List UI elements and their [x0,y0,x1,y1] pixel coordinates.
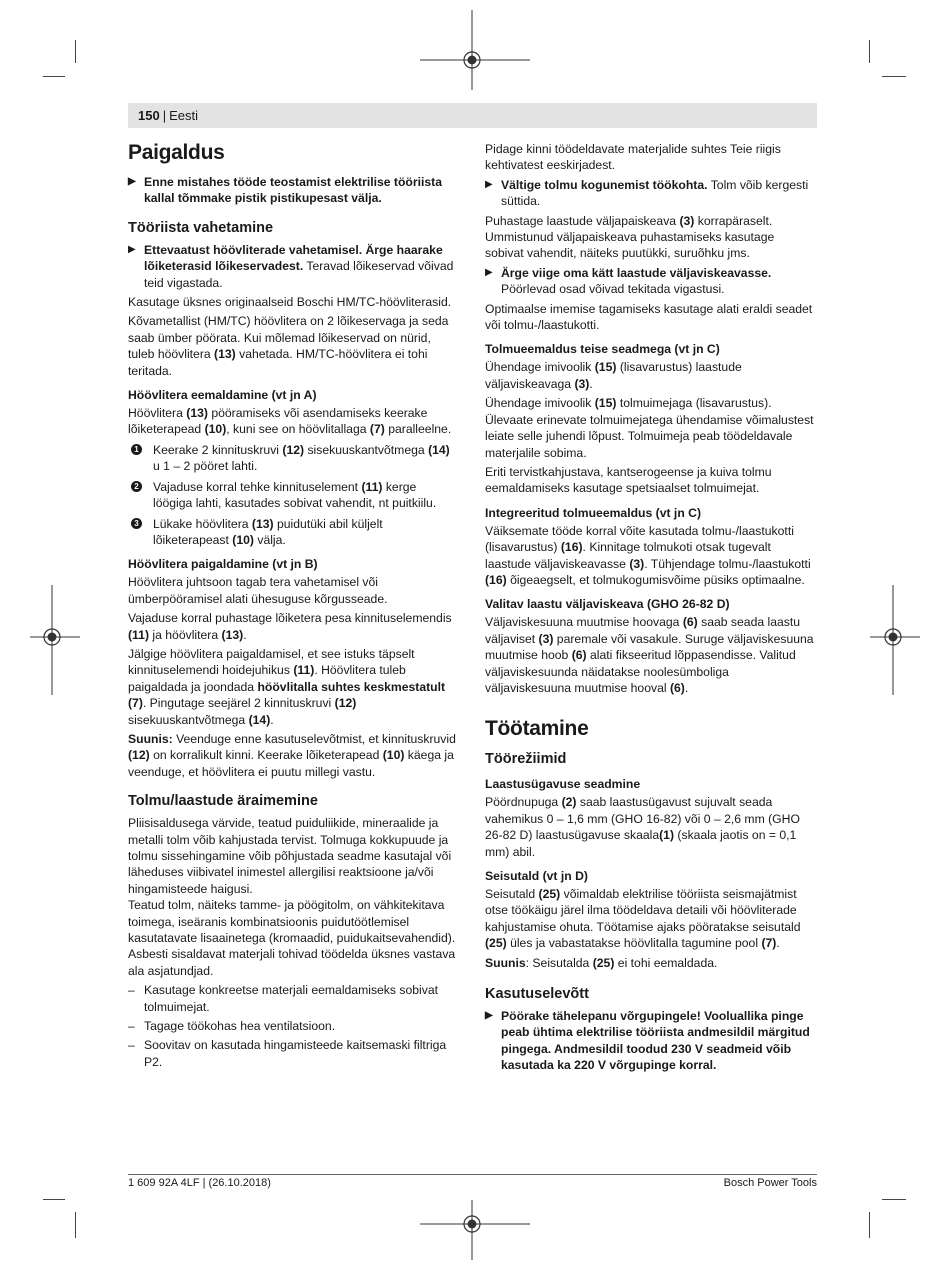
text: sisekuuskantvõtmega [128,712,249,727]
ref: (6) [571,648,587,663]
footer-brand: Bosch Power Tools [723,1177,817,1189]
warning-bold: Ärge viige oma kätt laastude väljaviskeavasse. [501,265,772,280]
text: õigeaegselt, et tolmukogumisvõime püsiks optimaalne. [506,572,805,587]
text: . Kinnitage tolmukoti otsak tugevalt laastude väljaviskeavasse [485,540,771,571]
paragraph-ejection [485,614,816,696]
text: . [684,680,689,695]
warning-rest: Pöörlevad osad võivad tekitada vigastusi. [501,282,725,297]
paragraph-ext-3: Eriti tervistkahjustava, kantserogeense ja kuiva tolmu eemaldamiseks kasutage spetsiaalset tolmuimejat. [485,464,772,496]
dash-marker: – [128,1019,135,1034]
text: Vajaduse korral tehke kinnituselement [153,479,362,494]
page-header [128,103,817,128]
text: (skaala jaotis on = 0,1 mm) abil. [485,828,797,859]
text: Pöördnupuga [485,795,562,810]
paragraph-regulations: Pidage kinni töödeldavate materjalide suhtes Teie riigis kehtivatest eeskirjadest. [485,142,781,173]
text: korrapäraselt. Ummistunud väljapaiskeava puhastamiseks kasutage sobivat vahendit, näiteks puutükki, suruõhku jms. [485,213,775,261]
text: Seisutald [485,887,539,901]
list-text: Soovitav on kasutada hingamisteede kaitsemaski filtriga P2. [144,1038,447,1069]
step-number-badge: 2 [131,481,142,492]
list-item [128,1037,459,1070]
text: on korralikult kinni. Keerake lõiketerapead [149,748,383,763]
page-footer [128,1174,817,1189]
text: võimaldab elektrilise tööriista seismajätmist otse töökäigu järel ilma töödeldava detaili või höövliterade kahjustamise ohuta. Töötamise ajaks pööratakse seisutald [485,887,801,934]
text: üles ja vabastatakse höövlitalla tagumine pool [506,936,762,951]
text: välja. [253,532,286,547]
triangle-icon: ▶ [485,178,493,190]
ref: (7) [761,936,777,951]
heading-parking-shoe: Seisutald (vt jn D) [485,869,588,883]
registration-mark-icon [420,10,530,90]
heading-ejection: Valitav laastu väljaviskeava (GHO 26-82 D) [485,597,730,612]
ref: (14) [248,712,271,727]
paragraph-clean [485,213,816,262]
ref: (12) [334,696,357,711]
step-number-badge: 1 [131,444,142,455]
text: . [776,936,780,951]
text: . Tühjendage tolmu-/laastukotti [644,556,811,571]
ref: (15) [594,396,617,411]
warning-unplug [128,174,459,207]
ref: (11) [293,663,315,678]
warning-voltage [485,1008,816,1074]
list-text: Kasutage konkreetse materjali eemaldamiseks sobivat tolmuimejat. [144,983,438,1014]
paragraph-fit-2 [128,610,459,643]
note-label: Suunis: [128,731,173,746]
heading-dust-extraction: Tolmu/laastude äraimemine [128,793,318,810]
list-item [128,982,459,1015]
triangle-icon: ▶ [485,1010,493,1022]
ref: (7) [369,422,385,437]
ref: (11) [361,479,383,494]
text: . [243,627,247,642]
section-title-operation: Töötamine [485,717,589,741]
text: . [589,376,593,391]
ref: (10) [382,748,405,763]
ref: (2) [561,795,577,810]
crop-mark [75,40,76,63]
heading-fit-blade: Höövlitera paigaldamine (vt jn B) [128,557,318,572]
ref: (13) [186,406,208,421]
text: Lükake höövlitera [153,516,252,531]
text: Ühendage imivoolik [485,360,595,375]
registration-mark-icon [870,585,920,695]
registration-mark-icon [30,585,80,695]
footer-doc-id: 1 609 92A 4LF | (26.10.2018) [128,1177,271,1189]
ref: (15) [594,360,617,375]
warning-rest: Tolm võib kergesti süttida. [501,177,809,209]
warning-text: Enne mistahes tööde teostamist elektrilise tööriista kallal tõmmake pistik pistikupesast välja. [144,175,443,206]
paragraph-hm-blades [128,313,459,379]
heading-integrated-extraction: Integreeritud tolmueemaldus (vt jn C) [485,505,702,520]
step-number-badge: 3 [131,518,142,529]
crop-mark [882,76,906,77]
text: Keerake 2 kinnituskruvi [153,442,283,457]
ref: (6) [682,615,698,630]
paragraph-fit-1: Höövlitera juhtsoon tagab tera vahetamisel või ümberpööramisel alati ühesuguse kõrgusseade. [128,575,388,606]
text: saab laastusügavust sujuvalt seada vahemikus 0 – 1,6 mm (GHO 16-82) või 0 – 2,6 mm (GHO 26-82 D) laastusügavuse skaala [485,795,800,843]
text: u 1 – 2 pööret lahti. [153,459,258,474]
text: ja höövlitera [149,627,222,642]
list-text: Tagage töökohas hea ventilatsioon. [144,1019,336,1034]
triangle-icon: ▶ [128,176,136,187]
text: Kõvametallist (HM/TC) höövlitera on 2 lõikeservaga ja seda saab ümber pöörata. Kui mõlemad lõikeservad on nürid, tuleb höövlitera [128,314,449,362]
heading-depth: Laastusügavuse seadmine [485,777,641,792]
registration-mark-icon [420,1190,530,1260]
triangle-icon: ▶ [128,243,136,255]
ref: (13) [221,627,244,642]
warning-blades [128,242,459,291]
text: , kuni see on höövlitallaga [226,422,370,437]
text: paremale või vasakule. Suruge väljaviskesuuna muutmise hoob [485,631,814,663]
ref: (16) [485,572,507,587]
text: Puhastage laastude väljapaiskeava [485,213,680,228]
heading-tool-change: Tööriista vahetamine [128,219,274,236]
paragraph-dust-2: Teatud tolm, näiteks tamme- ja pöögitolm, on vähkitekitava toimega, iseäranis kombinatsioonis puidutöötlemisel kasutatavate lisaainetega (kromaadid, puidukaitsevahendid). Asbesti sisaldavat materjali tohivad töödelda üksnes vastava ala asjatundjad. [128,898,456,978]
heading-remove-blade: Höövlitera eemaldamine (vt jn A) [128,388,317,403]
paragraph-remove [128,405,459,438]
ref: (3) [679,213,695,228]
header-language: Eesti [169,108,198,123]
ref: (16) [560,540,583,555]
list-item [128,1018,459,1034]
ref: (3) [574,376,590,391]
text: Höövlitera [128,406,187,421]
step-3 [128,516,459,549]
warning-bold: Vältige tolmu kogunemist töökohta. [501,177,708,192]
text: Väiksemate tööde korral võite kasutada tolmu-/laastukotti (lisavarustus) [485,523,794,555]
paragraph-parking-shoe [485,886,816,952]
warning-hand [485,265,816,298]
ref: (25) [538,887,561,901]
ref: (12) [282,442,305,457]
warning-bold: Ettevaatust höövliterade vahetamisel. Ärge haarake lõiketerasid lõikeservadest. [144,242,443,274]
text: tolmuimejaga (lisavarustus). Ülevaate erinevate tolmuimejatega ühendamise võimalustest leiate selle juhendi lõpust. Tolmuimeja peab töödeldavale materjalile sobima. [485,396,814,460]
text: alati fikseeritud lõppasendisse. Valitud väljaviskesuunda näidatakse noolesümboliga väljaviskesuuna muutmise hooval [485,648,796,695]
ref: (25) [485,936,507,951]
crop-mark [43,1199,65,1200]
paragraph-ext-2 [485,395,816,461]
ref: (12) [128,748,150,763]
triangle-icon: ▶ [485,266,493,278]
ref: (25) [592,955,615,970]
text: ei tohi eemaldada. [614,955,718,970]
right-column [485,141,816,1077]
text: . [270,712,274,727]
ref: (10) [204,422,227,437]
paragraph-parking-note [485,955,816,971]
crop-mark [75,1212,76,1238]
dash-marker: – [128,983,135,998]
ref: (7) [128,696,143,711]
text: pööramiseks või asendamiseks keerake lõiketerapead [128,406,428,437]
crop-mark [882,1199,906,1200]
section-title-install: Paigaldus [128,141,225,164]
ref: (6) [669,680,685,695]
heading-startup: Kasutuselevõtt [485,986,589,1003]
paragraph-dust-1: Pliisisaldusega värvide, teatud puiduliikide, mineraalide ja metalli tolm võib kahjustada tervist. Tolmuga kokkupuude ja tolmu sissehingamine võib põhjustada seadme kasutajal või läheduses viibivatel inimestel allergilisi reaktsioone ja/või hingamisteede haigusi. [128,816,452,896]
text: kerge löögiga lahti, kasutades sobivat vahendit, nt puitkiilu. [153,479,437,511]
text: Veenduge enne kasutuselevõtmist, et kinnituskruvid [172,731,456,746]
ref: (13) [251,516,274,531]
header-separator: | [162,108,167,123]
left-column [128,140,459,1073]
dash-marker: – [128,1038,135,1053]
emphasis: höövlitalla suhtes keskmestatult [257,679,446,694]
text: : Seisutalda [525,955,593,970]
warning-rest: Teravad lõikeservad võivad teid vigastada. [144,259,454,290]
text: Väljaviskesuuna muutmise hoovaga [485,615,683,630]
paragraph-fit-3 [128,646,459,728]
ref: (14) [428,442,450,457]
step-1 [128,442,459,475]
note-label: Suunis [485,955,526,970]
text: vahetada. HM/TC-höövlitera ei tohi teritada. [128,347,428,378]
paragraph-ext-1 [485,359,816,392]
paragraph-optimal: Optimaalse imemise tagamiseks kasutage alati eraldi seadet või tolmu-/laastukotti. [485,301,813,333]
paragraph-original-blades: Kasutage üksnes originaalseid Boschi HM/TC-höövliterasid. [128,295,452,310]
text: käega ja veenduge, et höövlitera ei puutu millegi vastu. [128,748,454,779]
text: Ühendage imivoolik [485,396,595,411]
crop-mark [869,1212,870,1238]
text: saab seada laastu väljaviset [485,615,801,646]
text: (lisavarustus) laastude väljaviskeavaga [485,360,742,391]
ref: (1) [659,828,675,843]
text: sisekuuskantvõtmega [304,442,429,457]
ref: (13) [214,347,236,362]
paragraph-integrated [485,523,816,589]
warning-text: Pöörake tähelepanu võrgupingele! Vooluallika pinge peab ühtima elektrilise tööriista andmesildil märgitud pingega. Andmesildil toodud 230 V seadmeid võib kasutada ka 220 V võrgupinge korral. [501,1009,810,1073]
text: . Höövlitera tuleb paigaldada ja joondada [128,663,406,694]
text: . Pingutage seejärel 2 kinnituskruvi [142,696,335,711]
crop-mark [43,76,65,77]
crop-mark [869,40,870,63]
paragraph-note [128,731,459,780]
heading-external-extraction: Tolmueemaldus teise seadmega (vt jn C) [485,342,720,357]
heading-modes: Töörežiimid [485,751,567,768]
ref: (3) [629,556,645,571]
text: Jälgige höövlitera paigaldamisel, et see istuks täpselt kinnituselemendi hoidejuhikus [128,646,415,678]
text: paralleelne. [384,422,452,437]
paragraph-depth [485,794,816,860]
ref: (11) [128,627,150,642]
step-2 [128,479,459,512]
page-number: 150 [138,108,160,123]
text: puidutüki abil küljelt lõiketerapeast [153,516,383,547]
ref: (3) [538,631,554,646]
ref: (10) [232,532,254,547]
warning-dust [485,177,816,210]
text: Vajaduse korral puhastage lõiketera pesa kinnituselemendis [128,611,452,626]
